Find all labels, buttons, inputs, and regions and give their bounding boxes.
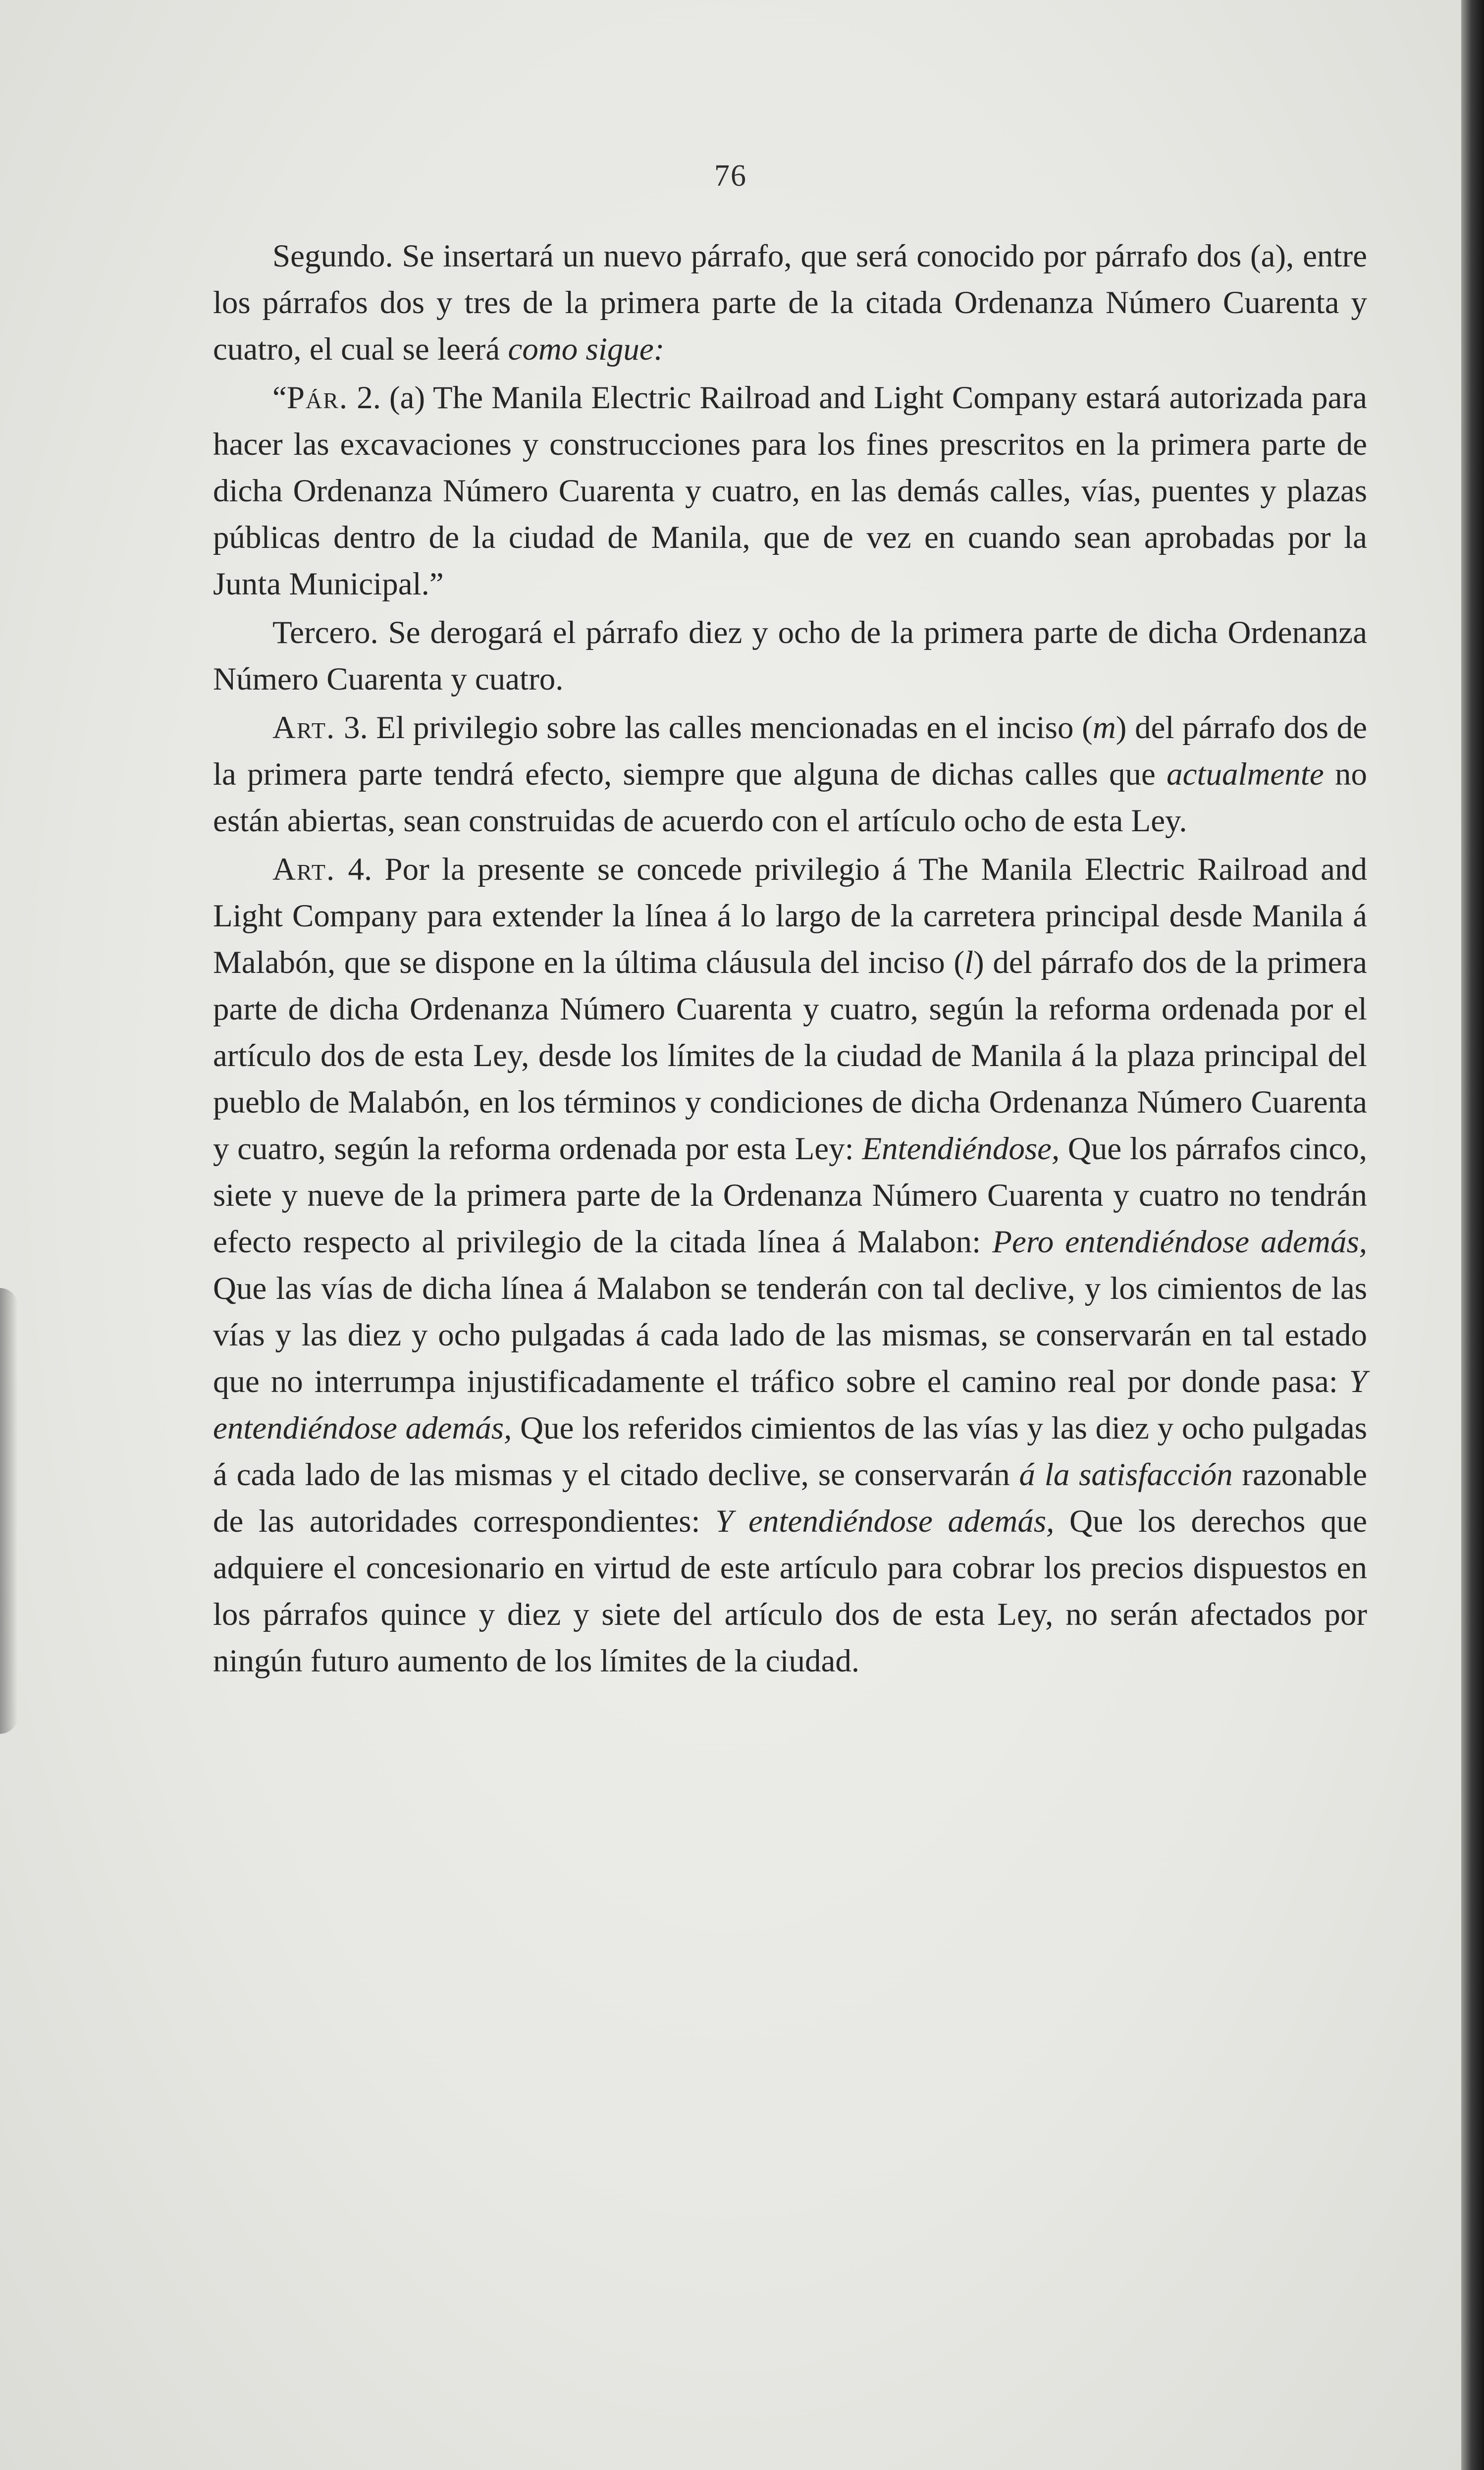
text-segment: ) del párrafo dos de la primera parte tendrá efecto, siempre que alguna de dichas calles que — [213, 710, 1367, 792]
paragraph-art-3 — [213, 704, 1367, 844]
text-segment: Pero entendiéndose además, — [992, 1224, 1367, 1260]
text-segment: Que los referidos cimientos de las vías y las diez y ocho pulgadas á cada lado de las mismas y el citado declive, se conservarán — [213, 1410, 1367, 1493]
paragraph-tercero — [213, 609, 1367, 702]
text-segment: á la satisfacción — [1019, 1457, 1233, 1493]
text-segment: Tercero. Se derogará el párrafo diez y ocho de la primera parte de dicha Ordenanza Número Cuarenta y cuatro. — [213, 615, 1367, 697]
text-segment: Art. — [272, 710, 336, 746]
paragraph-par-2a — [213, 375, 1367, 607]
text-segment: no están abiertas, sean construidas de acuerdo con el artículo ocho de esta Ley. — [213, 756, 1368, 839]
text-segment: Segundo. Se insertará un nuevo párrafo, que será conocido por párrafo dos (a), entre los párrafos dos y tres de la primera parte de la citada Ordenanza Número Cuarenta y cuatro, el cual se leerá — [213, 238, 1367, 367]
text-segment: 2. (a) The Manila Electric Railroad and Light Company estará autorizada para hacer las excavaciones y construcciones para los fines prescritos en la primera parte de dicha Ordenanza Número Cuarenta y cuatro, en las demás calles, vías, puentes y plazas públicas dentro de la ciudad de Manila, que de vez en cuando sean aprobadas por la Junta Municipal.” — [213, 380, 1367, 602]
text-segment: Que los derechos que adquiere el concesionario en virtud de este artículo para cobrar los precios dispuestos en los párrafos quince y diez y siete del artículo dos de esta Ley, no serán afectados por ningún futuro aumento de los límites de la ciudad. — [213, 1503, 1367, 1679]
paragraph-art-4 — [213, 846, 1367, 1684]
text-segment: Que los párrafos cinco, siete y nueve de la primera parte de la Ordenanza Número Cuarenta y cuatro no tendrán efecto respecto al privilegio de la citada línea á Malabon: — [213, 1131, 1367, 1260]
paragraph-segundo — [213, 233, 1367, 373]
text-segment: “ — [272, 380, 287, 416]
page-edge-shadow — [1461, 0, 1484, 2470]
text-segment: l — [964, 945, 974, 980]
text-segment: Y entendiéndose además, — [213, 1364, 1367, 1446]
text-segment: Art. — [272, 852, 336, 887]
page-body — [213, 233, 1367, 1684]
text-segment: razonable de las autoridades correspondientes: — [213, 1457, 1367, 1539]
text-segment: 4. Por la presente se concede privilegio á The Manila Electric Railroad and Light Company para extender la línea á lo largo de la carretera principal desde Manila á Malabón, que se dispone en la última cláusula del inciso ( — [213, 852, 1367, 980]
page-number: 76 — [714, 159, 747, 193]
text-segment: ) del párrafo dos de la primera parte de dicha Ordenanza Número Cuarenta y cuatro, según la reforma ordenada por el artículo dos de esta Ley, desde los límites de la ciudad de Manila á la plaza principal del pueblo de Malabón, en los términos y condiciones de dicha Ordenanza Número Cuarenta y cuatro, según la reforma ordenada por esta Ley: — [213, 945, 1367, 1167]
text-segment: como sigue: — [508, 331, 665, 367]
text-segment: 3. El privilegio sobre las calles mencionadas en el inciso ( — [335, 710, 1093, 746]
text-segment: Que las vías de dicha línea á Malabon se tenderán con tal declive, y los cimientos de las vías y las diez y ocho pulgadas á cada lado de las mismas, se conservarán en tal estado que no interrumpa injustificadamente el tráfico sobre el camino real por donde pasa: — [213, 1271, 1367, 1399]
text-segment: m — [1092, 710, 1116, 746]
thumb-shadow — [0, 1288, 18, 1734]
text-segment: actualmente — [1166, 756, 1324, 792]
text-segment: Y entendiéndose además, — [715, 1503, 1055, 1539]
text-segment: Pár. — [286, 380, 349, 416]
text-segment: Entendiéndose, — [862, 1131, 1060, 1167]
